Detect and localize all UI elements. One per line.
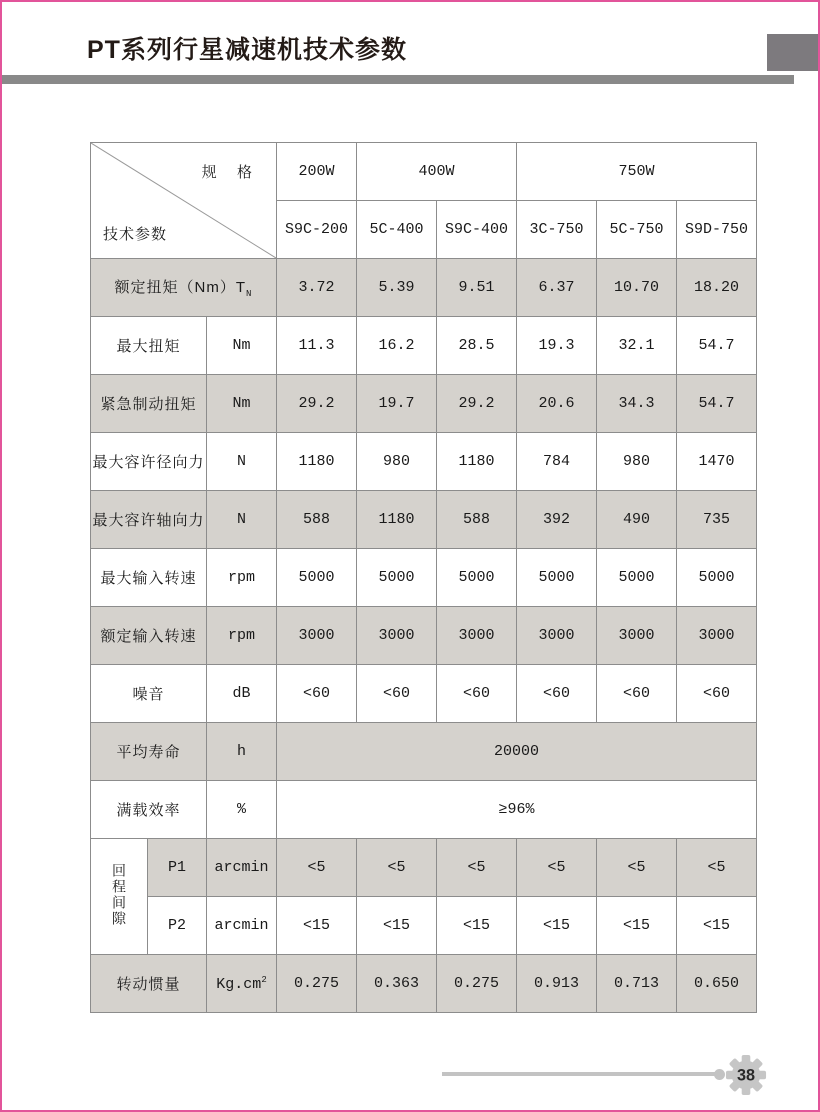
value-cell: 32.1 <box>597 317 677 375</box>
row-max-input-speed <box>91 549 757 607</box>
row-label: 额定输入转速 <box>91 607 207 665</box>
value-cell: 9.51 <box>437 259 517 317</box>
value-cell: 54.7 <box>677 317 757 375</box>
row-noise <box>91 665 757 723</box>
value-cell: <60 <box>437 665 517 723</box>
model-cell: S9C-400 <box>437 201 517 259</box>
row-radial-force <box>91 433 757 491</box>
unit-cell: Nm <box>207 317 277 375</box>
power-group-200w: 200W <box>277 143 357 201</box>
value-cell: 19.3 <box>517 317 597 375</box>
value-cell: 784 <box>517 433 597 491</box>
row-rated-torque <box>91 259 757 317</box>
value-cell: 1180 <box>357 491 437 549</box>
value-cell: 11.3 <box>277 317 357 375</box>
value-cell: 980 <box>357 433 437 491</box>
spec-table <box>90 142 757 1013</box>
value-cell: <60 <box>277 665 357 723</box>
value-cell: 1180 <box>277 433 357 491</box>
row-brake-torque <box>91 375 757 433</box>
unit-cell: N <box>207 491 277 549</box>
value-cell: <5 <box>437 839 517 897</box>
backlash-grade: P1 <box>148 839 207 897</box>
value-cell: 5000 <box>517 549 597 607</box>
row-label: 平均寿命 <box>91 723 207 781</box>
value-cell: 5000 <box>357 549 437 607</box>
row-label: 转动惯量 <box>91 955 207 1013</box>
value-cell: 0.363 <box>357 955 437 1013</box>
corner-label-params: 技术参数 <box>103 226 168 243</box>
value-cell: 588 <box>277 491 357 549</box>
unit-cell: $Kg.cm^2$ <box>207 955 277 1013</box>
page-title: PT系列行星减速机技术参数 <box>87 36 407 64</box>
row-backlash-p1 <box>91 839 757 897</box>
row-label: 噪音 <box>91 665 207 723</box>
row-axial-force <box>91 491 757 549</box>
unit-cell: arcmin <box>207 897 277 955</box>
value-cell: 34.3 <box>597 375 677 433</box>
row-max-torque <box>91 317 757 375</box>
power-group-400w: 400W <box>357 143 517 201</box>
unit-cell: rpm <box>207 549 277 607</box>
value-cell: 3000 <box>277 607 357 665</box>
value-cell: 3.72 <box>277 259 357 317</box>
value-cell: 5.39 <box>357 259 437 317</box>
footer-rule <box>442 1072 720 1076</box>
corner-label-spec: 规 格 <box>201 164 257 181</box>
value-cell: <60 <box>677 665 757 723</box>
value-cell: 0.275 <box>277 955 357 1013</box>
value-cell: <15 <box>677 897 757 955</box>
row-label: 满载效率 <box>91 781 207 839</box>
row-average-life <box>91 723 757 781</box>
unit-cell: % <box>207 781 277 839</box>
value-cell: <5 <box>597 839 677 897</box>
row-label: 最大容许轴向力 <box>91 491 207 549</box>
unit-cell: arcmin <box>207 839 277 897</box>
value-cell: 3000 <box>677 607 757 665</box>
value-cell: 735 <box>677 491 757 549</box>
value-cell: <60 <box>357 665 437 723</box>
value-cell: <15 <box>437 897 517 955</box>
backlash-group-label: 回程间隙 <box>91 839 148 955</box>
unit-cell: N <box>207 433 277 491</box>
gear-icon <box>725 1054 767 1096</box>
value-cell: 20.6 <box>517 375 597 433</box>
value-cell: 10.70 <box>597 259 677 317</box>
value-cell: 3000 <box>597 607 677 665</box>
page-number: 38 <box>736 1066 756 1085</box>
value-cell: 6.37 <box>517 259 597 317</box>
value-cell: 3000 <box>357 607 437 665</box>
value-cell: <15 <box>277 897 357 955</box>
row-label: 最大输入转速 <box>91 549 207 607</box>
value-cell: 19.7 <box>357 375 437 433</box>
value-cell: 5000 <box>277 549 357 607</box>
model-cell: 5C-400 <box>357 201 437 259</box>
value-cell: 3000 <box>517 607 597 665</box>
value-cell: 29.2 <box>437 375 517 433</box>
merged-value-cell: 20000 <box>277 723 757 781</box>
value-cell: 490 <box>597 491 677 549</box>
value-cell: <15 <box>517 897 597 955</box>
value-cell: 28.5 <box>437 317 517 375</box>
unit-cell: h <box>207 723 277 781</box>
row-rated-input-speed <box>91 607 757 665</box>
corner-header-cell <box>91 143 277 259</box>
value-cell: 1470 <box>677 433 757 491</box>
backlash-grade: P2 <box>148 897 207 955</box>
value-cell: 0.913 <box>517 955 597 1013</box>
row-label: 最大扭矩 <box>91 317 207 375</box>
row-inertia <box>91 955 757 1013</box>
row-label: 最大容许径向力 <box>91 433 207 491</box>
value-cell: 3000 <box>437 607 517 665</box>
unit-cell: Nm <box>207 375 277 433</box>
model-cell: 5C-750 <box>597 201 677 259</box>
model-cell: 3C-750 <box>517 201 597 259</box>
header-corner-block <box>767 34 820 71</box>
model-cell: S9C-200 <box>277 201 357 259</box>
value-cell: 5000 <box>597 549 677 607</box>
value-cell: <60 <box>517 665 597 723</box>
value-cell: 29.2 <box>277 375 357 433</box>
unit-cell: rpm <box>207 607 277 665</box>
header-rule <box>2 75 794 84</box>
value-cell: 0.650 <box>677 955 757 1013</box>
value-cell: <60 <box>597 665 677 723</box>
value-cell: 0.275 <box>437 955 517 1013</box>
model-cell: S9D-750 <box>677 201 757 259</box>
footer-dot <box>714 1069 725 1080</box>
value-cell: <5 <box>677 839 757 897</box>
row-efficiency <box>91 781 757 839</box>
unit-cell: dB <box>207 665 277 723</box>
value-cell: 16.2 <box>357 317 437 375</box>
value-cell: <5 <box>357 839 437 897</box>
value-cell: 18.20 <box>677 259 757 317</box>
value-cell: 588 <box>437 491 517 549</box>
value-cell: 1180 <box>437 433 517 491</box>
value-cell: <5 <box>277 839 357 897</box>
value-cell: <5 <box>517 839 597 897</box>
value-cell: <15 <box>597 897 677 955</box>
header-row-power <box>91 143 757 201</box>
row-label: 紧急制动扭矩 <box>91 375 207 433</box>
value-cell: 54.7 <box>677 375 757 433</box>
value-cell: 0.713 <box>597 955 677 1013</box>
value-cell: 392 <box>517 491 597 549</box>
value-cell: <15 <box>357 897 437 955</box>
row-label: 额定扭矩$(Nm)T_N$ <box>91 259 277 317</box>
value-cell: 980 <box>597 433 677 491</box>
merged-value-cell: ≥96% <box>277 781 757 839</box>
value-cell: 5000 <box>677 549 757 607</box>
power-group-750w: 750W <box>517 143 757 201</box>
value-cell: 5000 <box>437 549 517 607</box>
row-backlash-p2 <box>91 897 757 955</box>
